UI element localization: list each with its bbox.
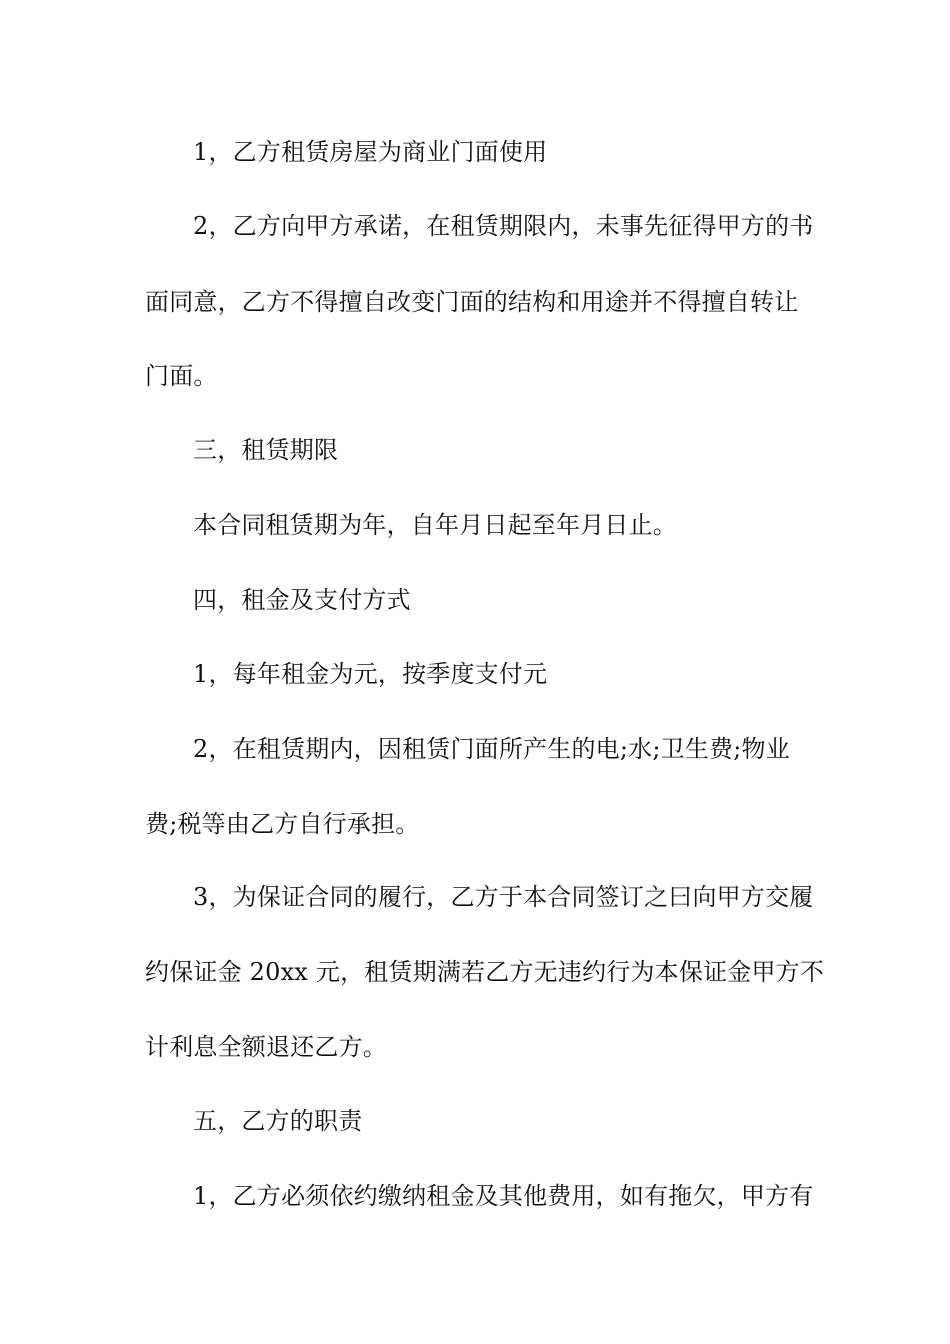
paragraph-line: 费;税等由乙方自行承担。 [145,810,420,838]
paragraph-line: 1，乙方必须依约缴纳租金及其他费用，如有拖欠，甲方有 [193,1182,814,1210]
section-heading: 四，租金及支付方式 [193,586,411,614]
paragraph-line: 3，为保证合同的履行，乙方于本合同签订之曰向甲方交履 [193,883,814,911]
section-heading: 五，乙方的职责 [193,1107,363,1135]
paragraph-line: 门面。 [145,362,218,390]
section-heading: 三，租赁期限 [193,436,339,464]
paragraph-line: 2，乙方向甲方承诺，在租赁期限内，未事先征得甲方的书 [193,212,814,240]
paragraph-line: 约保证金 20xx 元，租赁期满若乙方无违约行为本保证金甲方不 [145,958,825,986]
paragraph-line: 本合同租赁期为年，自年月日起至年月日止。 [193,511,677,539]
paragraph-line: 1，每年租金为元，按季度支付元 [193,660,548,688]
paragraph-line: 计利息全额退还乙方。 [145,1033,387,1061]
paragraph-line: 2，在租赁期内，因租赁门面所产生的电;水;卫生费;物业 [193,735,790,763]
paragraph-line: 1，乙方租赁房屋为商业门面使用 [193,138,548,166]
paragraph-line: 面同意，乙方不得擅自改变门面的结构和用途并不得擅自转让 [145,288,799,316]
